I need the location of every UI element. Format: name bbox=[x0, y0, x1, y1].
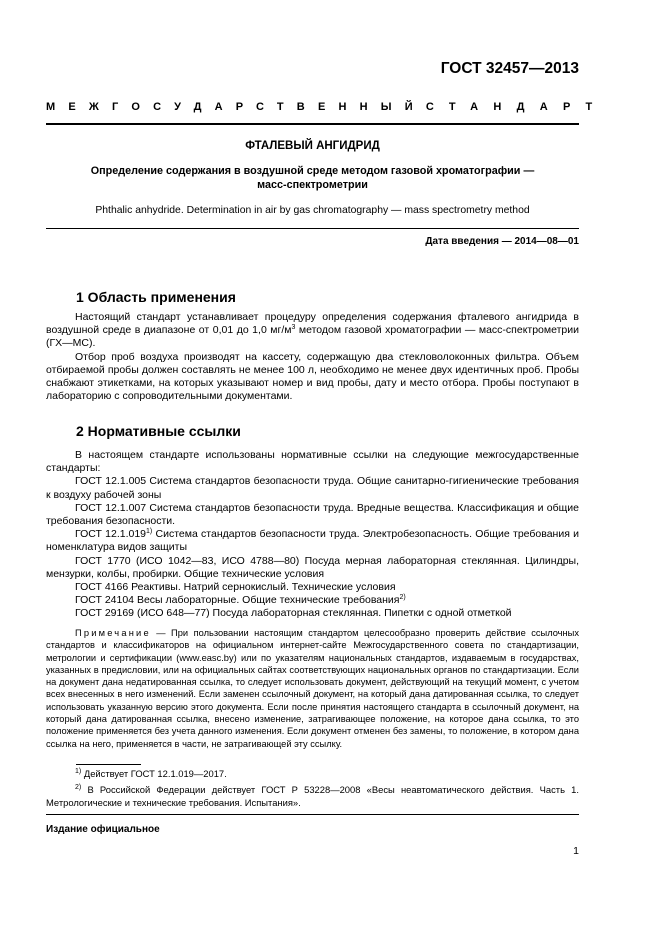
page-number: 1 bbox=[573, 845, 579, 857]
subtitle-line: масс-спектрометрии bbox=[257, 178, 368, 191]
reference-item: ГОСТ 29169 (ИСО 648—77) Посуда лабораторная стеклянная. Пипетки с одной отметкой bbox=[75, 607, 512, 620]
document-number: ГОСТ 32457—2013 bbox=[440, 60, 579, 77]
subtitle-line: Определение содержания в воздушной среде методом газовой хроматографии — bbox=[90, 165, 535, 177]
paragraph: Настоящий стандарт устанавливает процедуру определения содержания фталевого ангидрида в воздушной среде в диапазоне от 0,01 до 1,0 $мг/м^3$ методом газовой хроматографии — масс-спектрометрии (ГХ—МС). bbox=[46, 311, 579, 350]
note-label: Примечание bbox=[75, 628, 151, 638]
reference-item: ГОСТ 12.1.019$^{1)}$ Система стандартов безопасности труда. Электробезопасность. Общие требования и номенклатура видов защиты bbox=[46, 528, 579, 554]
reference-item: ГОСТ 24104 Весы лабораторные. Общие технические требования$^{2)}$ bbox=[75, 594, 406, 607]
section-2-heading: 2 Нормативные ссылки bbox=[76, 423, 241, 439]
standard-type-left: МЕЖГОСУДАРСТВЕННЫЙ bbox=[46, 101, 426, 113]
section-2-body bbox=[46, 449, 579, 621]
footnotes bbox=[46, 768, 579, 809]
section-1-heading: 1 Область применения bbox=[76, 289, 236, 305]
title-rule bbox=[46, 228, 579, 229]
english-title: Phthalic anhydride. Determination in air by gas chromatography — mass spectrometry method bbox=[95, 205, 530, 216]
reference-item: ГОСТ 4166 Реактивы. Натрий сернокислый. Технические условия bbox=[75, 581, 396, 594]
footnote-2: $^{2)}$ В Российской Федерации действует ГОСТ Р 53228—2008 «Весы неавтоматического действия. Часть 1. Метрологические и технические требования. Испытания». bbox=[46, 784, 579, 808]
official-edition-label: Издание официальное bbox=[46, 824, 160, 835]
document-title: ФТАЛЕВЫЙ АНГИДРИД bbox=[245, 140, 380, 152]
footer-rule bbox=[46, 814, 579, 815]
document-subtitle bbox=[80, 165, 545, 192]
reference-item: ГОСТ 12.1.007 Система стандартов безопасности труда. Вредные вещества. Классификация и общие требования безопасности. bbox=[46, 501, 579, 528]
introduction-date: Дата введения — 2014—08—01 bbox=[425, 236, 579, 247]
standard-type-banner bbox=[46, 101, 608, 113]
header-rule bbox=[46, 123, 579, 125]
footnote-separator bbox=[76, 764, 141, 765]
reference-item: ГОСТ 12.1.005 Система стандартов безопасности труда. Общие санитарно-гигиенические требования к воздуху рабочей зоны bbox=[46, 475, 579, 501]
paragraph: В настоящем стандарте использованы нормативные ссылки на следующие межгосударственные стандарты: bbox=[46, 449, 579, 475]
standard-type-right: СТАНДАРТ bbox=[425, 101, 608, 113]
section-1-body bbox=[46, 311, 579, 403]
note-block bbox=[46, 627, 579, 750]
paragraph: Отбор проб воздуха производят на кассету, содержащую два стекловолоконных фильтра. Объем отбираемой пробы должен составлять не менее 100 л, необходимо не менее двух идентичных проб. Пробы снабжают этикетками, на которых указывают номер и вид пробы, дату и место отбора. Пробы поступают в лабораторию с сопроводительными документами. bbox=[46, 350, 579, 403]
footnote-1: $^{1)}$ Действует ГОСТ 12.1.019—2017. bbox=[75, 768, 227, 779]
reference-item: ГОСТ 1770 (ИСО 1042—83, ИСО 4788—80) Посуда мерная лабораторная стеклянная. Цилиндры, мензурки, колбы, пробирки. Общие технические условия bbox=[46, 554, 579, 580]
note-text: — При пользовании настоящим стандартом целесообразно проверить действие ссылочных стандартов и классификаторов на официальном интернет-сайте Межгосударственного совета по стандартизации, метрологии и сертификации (www.easc.by) или по указателям национальных стандартов, издаваемым в государствах, указанных в предисловии, или на официальных сайтах соответствующих национальных органов по стандартизации. Если на документ дана недатированная ссылка, то следует использовать документ, действующий на текущий момент, с учетом всех внесенных в него изменений. Если заменен ссылочный документ, на который дана датированная ссылка, то следует использовать указанную версию этого документа. Если после принятия настоящего стандарта в ссылочный документ, на который дана датированная ссылка, внесено изменение, затрагивающее положение, на которое дана ссылка, то это положение применяется без учета данного изменения. Если документ отменен без замены, то положение, в котором дана ссылка на него, применяется в части, не затрагивающей эту ссылку. bbox=[46, 628, 579, 749]
